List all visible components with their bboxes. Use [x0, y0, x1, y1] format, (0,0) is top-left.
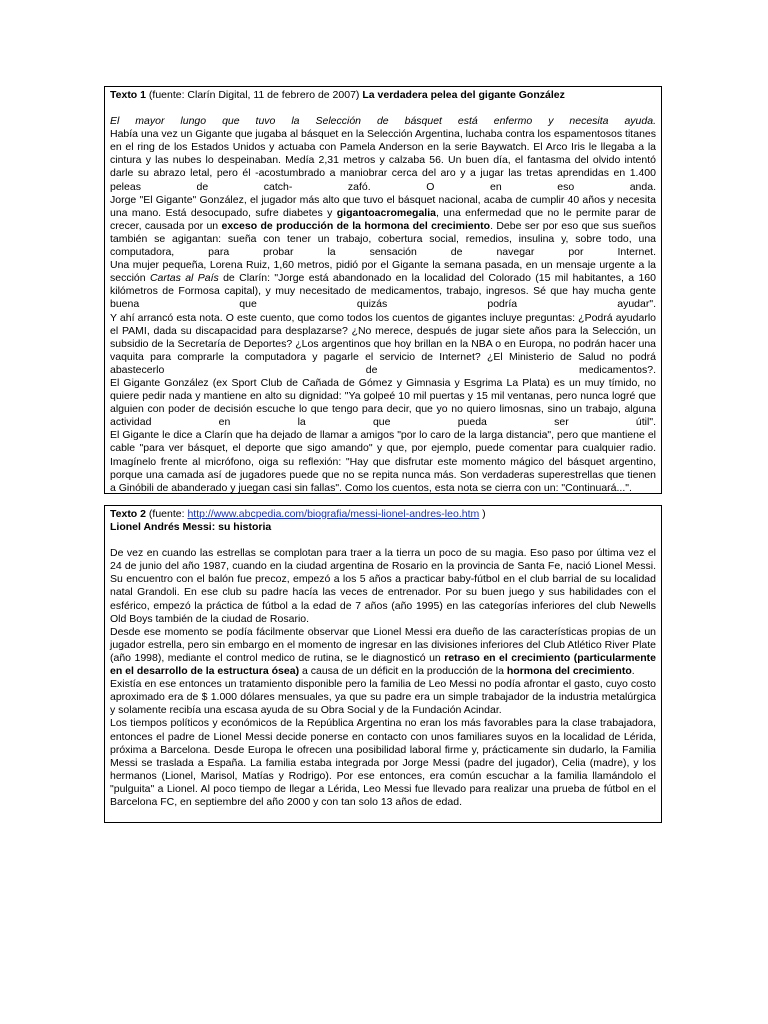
text1-heading: [110, 89, 656, 102]
text2-paragraph-4: Los tiempos políticos y económicos de la República Argentina no eran los más favorables para la clase trabajadora, entonces el padre de Lionel Messi decide ponerse en contacto con unos familiares suyos en la localidad de Lérida, próxima a Barcelona. Desde Europa le ofrecen una posibilidad laboral firme y, prácticamente sin dudarlo, la Familia Messi se traslada a España. La familia estaba integrada por Jorge Messi (padre del jugador), Celia (madre), y los hermanos (Lionel, Marisol, Matías y Rodrigo). Por ese entonces, era común escuchar a la familia llamándolo el "pulguita" a Lionel. Al poco tiempo de llegar a Lérida, Leo Messi fue llevado para realizar una prueba de fútbol en el Barcelona FC, en septiembre del año 2000 y con tan solo 13 años de edad.: [110, 717, 656, 808]
text1-paragraph-6: El Gigante le dice a Clarín que ha dejado de llamar a amigos "por lo caro de la larga distancia", pero que mantiene el cable "para ver básquet, el deporte que sigo amando" y que, por ejemplo, puede comentar para cualquier radio. Imagínelo frente al micrófono, oiga su reflexión: "Hay que disfrutar este momento mágico del básquet argentino, porque una camada así de jugadores puede que no se repita nunca más. Son verdaderas superestrellas que tienen a Ginóbili de abanderado y juegan casi sin fallas". Como los cuentos, esta nota se cierra con un: "Continuará...".: [110, 429, 656, 494]
text2-box: [104, 505, 662, 823]
text1-paragraph-1: Había una vez un Gigante que jugaba al básquet en la Selección Argentina, luchaba contra los espamentosos titanes en el ring de los Estados Unidos y actuaba con Pamela Anderson en la serie Baywatch. El Arco Iris le llegaba a la cintura y las nubes lo despeinaban. Medía 2,31 metros y calzaba 56. Un buen día, el fantasma del olvido intentó darle su abrazo letal, pero él -acostumbrado a maniobrar cerca del aro y a jugar las tretas aprendidas en 1.400 peleas de catch- zafó. O en eso anda.: [110, 128, 656, 193]
text2-paragraph-3: Existía en ese entonces un tratamiento disponible pero la familia de Leo Messi no podía afrontar el gasto, cuyo costo aproximado era de $ 1.000 dólares mensuales, ya que su padre era un simple trabajador de la industria metalúrgica y solamente recibía una escasa ayuda de su Obra Social y de la Fundación Acindar.: [110, 678, 656, 717]
text1-paragraph-2: Jorge "El Gigante" González, el jugador más alto que tuvo el básquet nacional, acaba de cumplir 40 años y necesita una mano. Está desocupado, sufre diabetes y gigantoacromegalia, una enfermedad que no le permite parar de crecer, causada por un exceso de producción de la hormona del crecimiento. Debe ser por eso que sus sueños también se agigantan: sueña con tener un trabajo, cobertura social, remedios, insulina y, sobre todo, una computadora, para probar la sensación de navegar por Internet.: [110, 193, 657, 259]
text1-source: (fuente: Clarín Digital, 11 de febrero de 2007): [145, 89, 363, 101]
source-link[interactable]: http://www.abcpedia.com/biografia/messi-lionel-andres-leo.htm: [187, 508, 480, 520]
text1-box: [104, 86, 662, 494]
text2-paragraph-1: De vez en cuando las estrellas se complotan para traer a la tierra un poco de su magia. Eso paso por última vez el 24 de junio del año 1987, cuando en la ciudad argentina de Rosario en la provincia de Santa Fe, nació Lionel Messi. Su encuentro con el balón fue precoz, empezó a los 5 años a practicar baby-fútbol en el club barrial de su localidad natal Grandoli. En ese club su padre hacía las veces de entrenador. Por su buen juego y sus habilidades con el esférico, empezó la práctica de fútbol a la edad de 7 años (año 1995) en las categorías inferiores del club Newells Old Boys también de la ciudad de Rosario.: [110, 547, 656, 625]
text1-paragraph-5: El Gigante González (ex Sport Club de Cañada de Gómez y Gimnasia y Esgrima La Plata) es un muy tímido, no quiere pedir nada y mantiene en alto su dignidad: "Ya golpeé 10 mil puertas y 15 mil ventanas, pero nunca logré que alguien con poder de decisión escuche lo que tengo para decir, que yo no quiero limosnas, sino un trabajo, alguna actividad en la que pueda ser útil".: [110, 376, 656, 429]
text2-title: Lionel Andrés Messi: su historia: [110, 521, 272, 534]
spacer: [110, 534, 656, 547]
text1-title: La verdadera pelea del gigante González: [362, 89, 565, 101]
text2-heading: Texto 2 (fuente: http://www.abcpedia.com/biografia/messi-lionel-andres-leo.htm ): [110, 508, 486, 520]
text2-label: Texto 2: [110, 508, 146, 520]
text2-paragraph-2: Desde ese momento se podía fácilmente observar que Lionel Messi era dueño de las características propias de un jugador estrella, pero sin embargo en el momento de ingresar en las divisiones inferiores del Club Atlético River Plate (año 1998), mediante el control medico de rutina, se le diagnosticó un retraso en el crecimiento (particularmente en el desarrollo de la estructura ósea) a causa de un déficit en la producción de la hormona del crecimiento.: [110, 625, 656, 678]
text1-label: Texto 1: [110, 89, 146, 101]
text1-lead: El mayor lungo que tuvo la Selección de básquet está enfermo y necesita ayuda.: [110, 115, 656, 128]
text1-paragraph-4: Y ahí arrancó esta nota. O este cuento, que como todos los cuentos de gigantes incluye preguntas: ¿Podrá ayudarlo el PAMI, dada su discapacidad para desplazarse? ¿No merece, después de jugar siete años para la Selección, un subsidio de la Secretaría de Deportes? ¿Los argentinos que hoy brillan en la NBA o en Europa, no podrán hacer una vaquita para comprarle la computadora y pagarle el servicio de Internet? ¿El Ministerio de Salud no podrá abastecerlo de medicamentos?.: [110, 311, 656, 376]
spacer: [110, 102, 656, 115]
text1-paragraph-3: Una mujer pequeña, Lorena Ruiz, 1,60 metros, pidió por el Gigante la semana pasada, en un mensaje urgente a la sección Cartas al País de Clarín: "Jorge está abandonado en la localidad del Colorado (15 mil habitantes, a 160 kilómetros de Formosa capital), y muy necesitado de medicamentos, trabajo, ingresos. Sé que hay mucha gente buena que quizás podría ayudar".: [110, 259, 656, 311]
